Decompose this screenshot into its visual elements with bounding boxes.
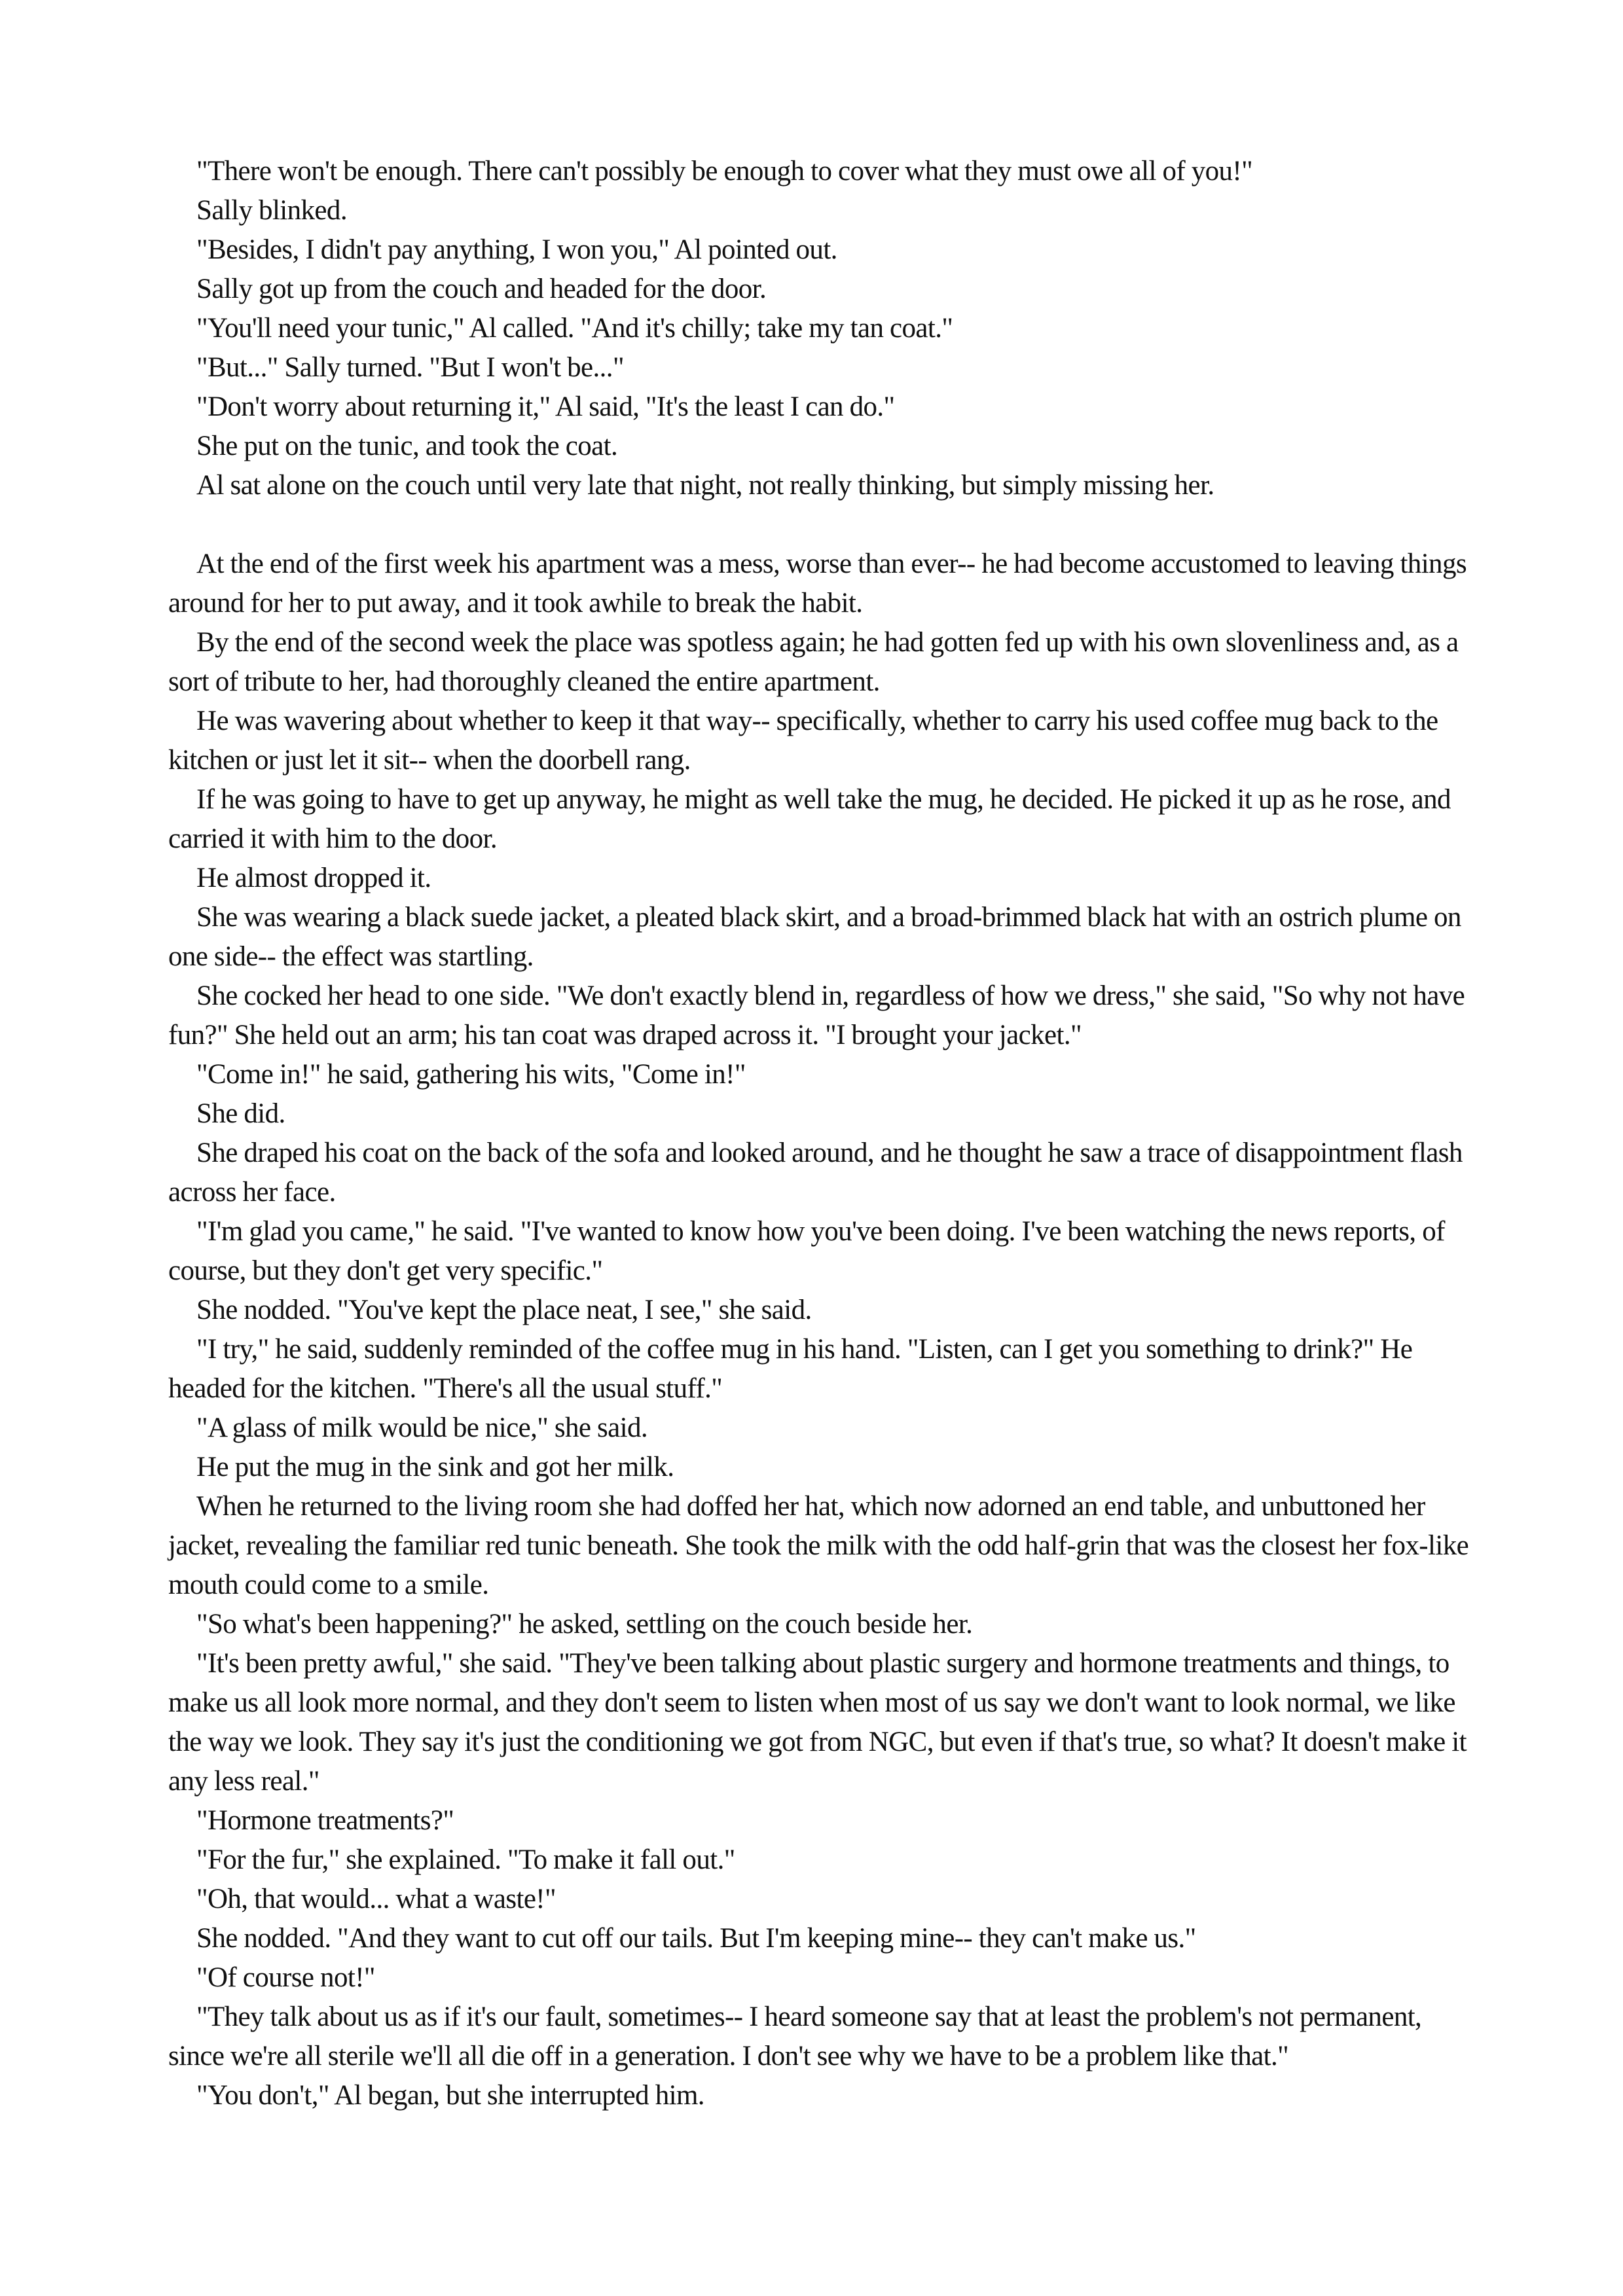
paragraph: "A glass of milk would be nice," she said. bbox=[196, 1412, 648, 1443]
paragraph: He put the mug in the sink and got her milk. bbox=[196, 1452, 674, 1482]
paragraph: If he was going to have to get up anyway, he might as well take the mug, he decided. He picked it up as he rose, and carried it with him to the door. bbox=[168, 784, 1451, 854]
paragraph: "I try," he said, suddenly reminded of the coffee mug in his hand. "Listen, can I get you something to drink?" He headed for the kitchen. "There's all the usual stuff." bbox=[168, 1334, 1413, 1404]
paragraph: "I'm glad you came," he said. "I've wanted to know how you've been doing. I've been watching the news reports, of course, but they don't get very specific." bbox=[168, 1216, 1445, 1286]
paragraph: He almost dropped it. bbox=[196, 863, 431, 893]
paragraph: She put on the tunic, and took the coat. bbox=[196, 431, 618, 461]
paragraph: She draped his coat on the back of the sofa and looked around, and he thought he saw a trace of disappointment flash across her face. bbox=[168, 1138, 1463, 1208]
paragraph: "Besides, I didn't pay anything, I won you," Al pointed out. bbox=[196, 234, 837, 265]
paragraph: She nodded. "You've kept the place neat, I see," she said. bbox=[196, 1295, 812, 1325]
paragraph: She did. bbox=[196, 1098, 285, 1129]
paragraph: "Don't worry about returning it," Al said, "It's the least I can do." bbox=[196, 391, 895, 422]
paragraph: "They talk about us as if it's our fault, sometimes-- I heard someone say that at least the problem's not permanent, since we're all sterile we'll all die off in a generation. I don't see why we have to be a problem like that." bbox=[168, 2001, 1422, 2072]
paragraph: Sally got up from the couch and headed for the door. bbox=[196, 274, 767, 304]
paragraph: When he returned to the living room she had doffed her hat, which now adorned an end table, and unbuttoned her jacket, revealing the familiar red tunic beneath. She took the milk with the odd half-grin that was the closest her fox-like mouth could come to a smile. bbox=[168, 1491, 1469, 1600]
paragraph: "For the fur," she explained. "To make it fall out." bbox=[196, 1844, 735, 1875]
paragraph: She cocked her head to one side. "We don't exactly blend in, regardless of how we dress," she said, "So why not have fun?" She held out an arm; his tan coat was draped across it. "I brought your jacket." bbox=[168, 980, 1465, 1050]
paragraph: "It's been pretty awful," she said. "They've been talking about plastic surgery and hormone treatments and things, to make us all look more normal, and they don't seem to listen when most of us say we don't want to look normal, we like the way we look. They say it's just the conditioning we got from NGC, but even if that's true, so what? It doesn't make it any less real." bbox=[168, 1648, 1467, 1797]
paragraph: She was wearing a black suede jacket, a pleated black skirt, and a broad-brimmed black hat with an ostrich plume on one side-- the effect was startling. bbox=[168, 902, 1461, 972]
paragraph: "So what's been happening?" he asked, settling on the couch beside her. bbox=[196, 1609, 973, 1640]
body-text bbox=[168, 152, 1471, 2115]
paragraph: "You don't," Al began, but she interrupted him. bbox=[196, 2080, 704, 2111]
paragraph: She nodded. "And they want to cut off our tails. But I'm keeping mine-- they can't make us." bbox=[196, 1923, 1196, 1954]
paragraph: "Come in!" he said, gathering his wits, "Come in!" bbox=[196, 1059, 746, 1090]
paragraph: "There won't be enough. There can't possibly be enough to cover what they must owe all of you!" bbox=[196, 156, 1253, 187]
paragraph: By the end of the second week the place was spotless again; he had gotten fed up with his own slovenliness and, as a sort of tribute to her, had thoroughly cleaned the entire apartment. bbox=[168, 627, 1459, 697]
paragraph: Al sat alone on the couch until very late that night, not really thinking, but simply missing her. bbox=[196, 470, 1214, 501]
paragraph: "You'll need your tunic," Al called. "And it's chilly; take my tan coat." bbox=[196, 313, 953, 344]
paragraph: "Oh, that would... what a waste!" bbox=[196, 1884, 556, 1914]
paragraph: At the end of the first week his apartment was a mess, worse than ever-- he had become accustomed to leaving things around for her to put away, and it took awhile to break the habit. bbox=[168, 548, 1467, 619]
paragraph: "Hormone treatments?" bbox=[196, 1805, 454, 1836]
paragraph: He was wavering about whether to keep it that way-- specifically, whether to carry his used coffee mug back to the kitchen or just let it sit-- when the doorbell rang. bbox=[168, 706, 1438, 776]
paragraph: Sally blinked. bbox=[196, 195, 347, 226]
paragraph: "But..." Sally turned. "But I won't be..." bbox=[196, 352, 624, 383]
paragraph: "Of course not!" bbox=[196, 1962, 375, 1993]
